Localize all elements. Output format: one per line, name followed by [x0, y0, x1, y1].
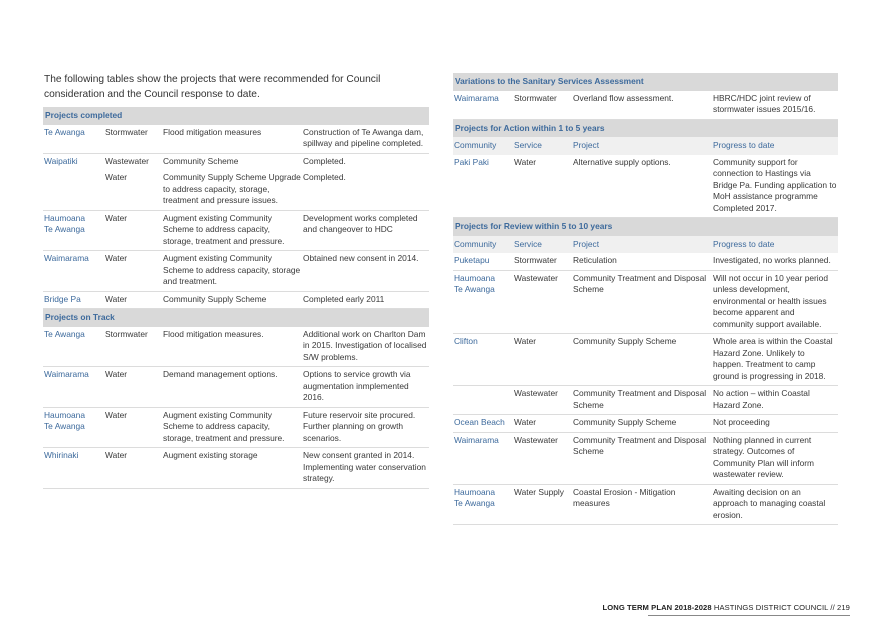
- left-projects-table: [43, 107, 429, 489]
- project-cell: Demand management options.: [162, 367, 302, 408]
- section-header: [43, 309, 429, 327]
- table-row: [453, 334, 838, 386]
- community-cell: Waimarama: [43, 367, 104, 408]
- community-cell: Paki Paki: [453, 155, 513, 218]
- progress-cell: Not proceeding: [712, 415, 838, 433]
- table-row: [43, 448, 429, 489]
- community-cell: Community: [453, 236, 513, 254]
- service-cell: Water Supply: [513, 484, 572, 525]
- footer-plan-title: LONG TERM PLAN 2018-2028: [602, 603, 712, 612]
- progress-cell: Awaiting decision on an approach to managing coastal erosion.: [712, 484, 838, 525]
- table-row: [453, 91, 838, 120]
- service-cell: Water: [104, 367, 162, 408]
- project-cell: Community Treatment and Disposal Scheme: [572, 432, 712, 484]
- progress-cell: New consent granted in 2014. Implementing water conservation strategy.: [302, 448, 429, 489]
- service-cell: Water: [104, 291, 162, 309]
- project-cell: Augment existing storage: [162, 448, 302, 489]
- table-row: [453, 484, 838, 525]
- footer-council-page: HASTINGS DISTRICT COUNCIL // 219: [711, 603, 850, 612]
- project-cell: Community Supply Scheme Upgrade to address capacity, storage, treatment and pressure issues.: [162, 170, 302, 210]
- community-cell: Bridge Pa: [43, 291, 104, 309]
- community-cell: Te Awanga: [43, 327, 104, 367]
- table-row: [453, 386, 838, 415]
- project-cell: Flood mitigation measures.: [162, 327, 302, 367]
- progress-cell: Community support for connection to Hastings via Bridge Pa. Funding application to MoH assistance programme Completed 2017.: [712, 155, 838, 218]
- service-cell: Water: [104, 407, 162, 448]
- section-header: [453, 73, 838, 91]
- table-row: [453, 432, 838, 484]
- service-cell: Water: [513, 334, 572, 386]
- table-row: [453, 270, 838, 334]
- progress-cell: Whole area is within the Coastal Hazard Zone. Unlikely to happen. Treatment to camp ground is progressing in 2018.: [712, 334, 838, 386]
- progress-cell: Will not occur in 10 year period unless development, environmental or health issues become apparent and community support available.: [712, 270, 838, 334]
- service-cell: Water: [104, 210, 162, 251]
- section-title: Projects completed: [43, 107, 429, 125]
- progress-cell: Nothing planned in current strategy. Outcomes of Community Plan will inform wastewater review.: [712, 432, 838, 484]
- progress-cell: Future reservoir site procured. Further planning on growth scenarios.: [302, 407, 429, 448]
- community-cell: Waimarama: [43, 251, 104, 292]
- table-row: [453, 415, 838, 433]
- service-cell: Wastewater: [513, 432, 572, 484]
- section-header: [453, 119, 838, 137]
- community-cell: [43, 170, 104, 210]
- service-cell: Service: [513, 236, 572, 254]
- community-cell: Whirinaki: [43, 448, 104, 489]
- progress-cell: Additional work on Charlton Dam in 2015. Investigation of localised S/W problems.: [302, 327, 429, 367]
- community-cell: Waimarama: [453, 91, 513, 120]
- community-cell: Te Awanga: [43, 125, 104, 154]
- project-cell: Community Supply Scheme: [572, 334, 712, 386]
- community-cell: Haumoana Te Awanga: [453, 270, 513, 334]
- project-cell: Augment existing Community Scheme to address capacity, storage, treatment and pressure.: [162, 210, 302, 251]
- service-cell: Service: [513, 137, 572, 155]
- service-cell: Stormwater: [104, 125, 162, 154]
- project-cell: Community Treatment and Disposal Scheme: [572, 386, 712, 415]
- table-row: [453, 253, 838, 270]
- project-cell: Community Supply Scheme: [162, 291, 302, 309]
- right-column: [453, 73, 838, 525]
- community-cell: Puketapu: [453, 253, 513, 270]
- progress-cell: Development works completed and changeover to HDC: [302, 210, 429, 251]
- progress-cell: Options to service growth via augmentation inmplemented 2016.: [302, 367, 429, 408]
- section-title: Projects for Action within 1 to 5 years: [453, 119, 838, 137]
- project-cell: Project: [572, 137, 712, 155]
- column-header-row: [453, 236, 838, 254]
- community-cell: Waipatiki: [44, 155, 78, 166]
- table-row: [43, 291, 429, 309]
- section-title: Projects for Review within 5 to 10 years: [453, 218, 838, 236]
- section-title: Variations to the Sanitary Services Assessment: [453, 73, 838, 91]
- project-cell: Community Treatment and Disposal Scheme: [572, 270, 712, 334]
- table-row: [43, 367, 429, 408]
- service-cell: Stormwater: [104, 327, 162, 367]
- community-cell: Waimarama: [453, 432, 513, 484]
- community-cell: [453, 386, 513, 415]
- community-cell: Ocean Beach: [453, 415, 513, 433]
- community-cell: Haumoana Te Awanga: [43, 407, 104, 448]
- table-row: [43, 407, 429, 448]
- progress-cell: Progress to date: [712, 236, 838, 254]
- service-cell: Water: [104, 170, 162, 210]
- table-row: [43, 125, 429, 154]
- table-row: [43, 251, 429, 292]
- service-cell: Stormwater: [513, 253, 572, 270]
- service-cell: Wastewater: [513, 270, 572, 334]
- progress-cell: Construction of Te Awanga dam, spillway and pipeline completed.: [302, 125, 429, 154]
- column-header-row: [453, 137, 838, 155]
- service-cell: Stormwater: [513, 91, 572, 120]
- service-cell: Water: [104, 251, 162, 292]
- service-cell: Water: [513, 415, 572, 433]
- progress-cell: Completed.: [302, 170, 429, 210]
- community-cell: Haumoana Te Awanga: [453, 484, 513, 525]
- project-cell: Community Supply Scheme: [572, 415, 712, 433]
- table-row: [43, 170, 429, 210]
- progress-cell: HBRC/HDC joint review of stormwater issues 2015/16.: [712, 91, 838, 120]
- project-cell: Coastal Erosion - Mitigation measures: [572, 484, 712, 525]
- project-cell: Augment existing Community Scheme to address capacity, storage and treatment.: [162, 251, 302, 292]
- progress-cell: Obtained new consent in 2014.: [302, 251, 429, 292]
- service-cell: Water: [513, 155, 572, 218]
- table-row: [453, 155, 838, 218]
- project-cell: Alternative supply options.: [572, 155, 712, 218]
- right-projects-table: [453, 73, 838, 525]
- project-cell: Overland flow assessment.: [572, 91, 712, 120]
- project-cell: Project: [572, 236, 712, 254]
- project-cell: Community Scheme: [163, 155, 239, 166]
- project-cell: Flood mitigation measures: [162, 125, 302, 154]
- table-row: [43, 327, 429, 367]
- project-cell: Augment existing Community Scheme to address capacity, storage, treatment and pressure.: [162, 407, 302, 448]
- progress-cell: Progress to date: [712, 137, 838, 155]
- progress-cell: Completed early 2011: [302, 291, 429, 309]
- section-header: [453, 218, 838, 236]
- project-cell: Reticulation: [572, 253, 712, 270]
- community-cell: Haumoana Te Awanga: [43, 210, 104, 251]
- community-cell: Clifton: [453, 334, 513, 386]
- service-cell: Wastewater: [105, 155, 149, 166]
- section-title: Projects on Track: [43, 309, 429, 327]
- intro-paragraph: The following tables show the projects that were recommended for Council consideration and the Council response to date.: [44, 74, 381, 100]
- progress-cell: Completed.: [303, 155, 346, 166]
- progress-cell: Investigated, no works planned.: [712, 253, 838, 270]
- table-row: [43, 210, 429, 251]
- progress-cell: No action – within Coastal Hazard Zone.: [712, 386, 838, 415]
- left-column: [43, 107, 429, 489]
- page-footer: [603, 603, 851, 612]
- service-cell: Water: [104, 448, 162, 489]
- community-cell: Community: [453, 137, 513, 155]
- table-row: [43, 153, 429, 170]
- footer-rule: [648, 615, 850, 616]
- section-header: [43, 107, 429, 125]
- service-cell: Wastewater: [513, 386, 572, 415]
